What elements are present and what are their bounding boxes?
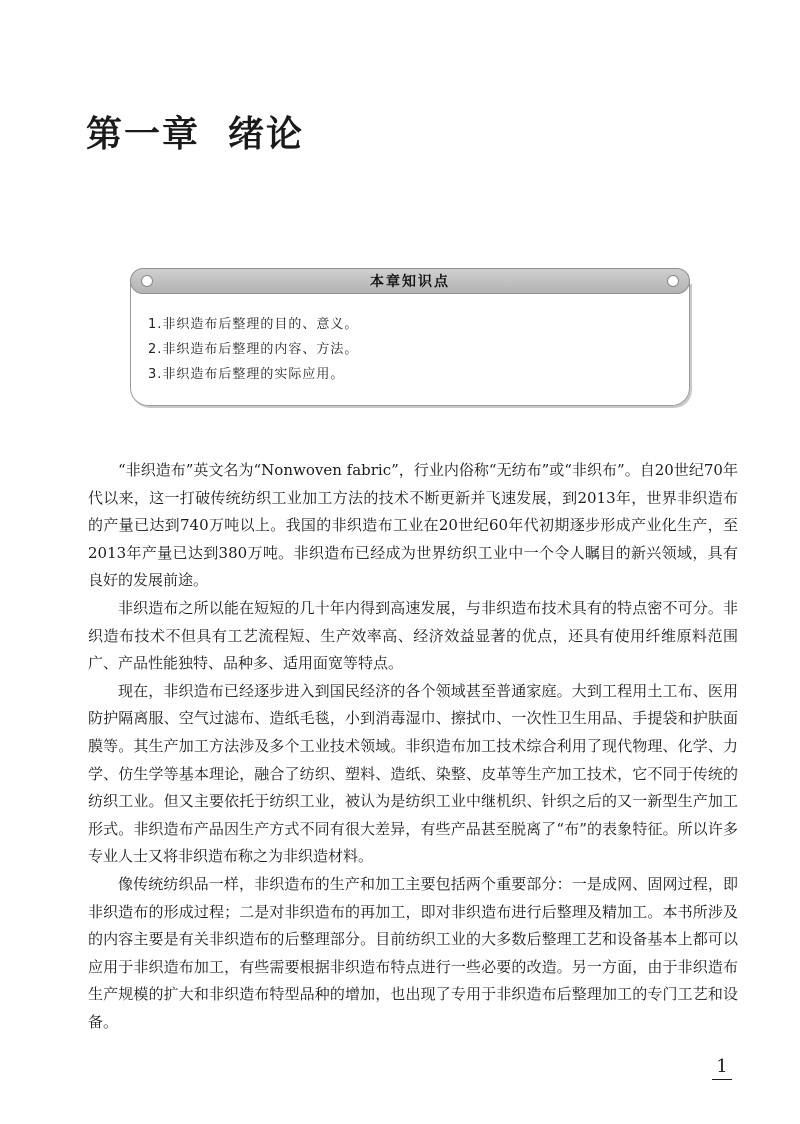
chapter-name: 绪论 [228,113,305,155]
paragraph-1: “非织造布”英文名为“Nonwoven fabric”，行业内俗称“无纺布”或“非织布”。自20世纪70年代以来，这一打破传统纺织工业加工方法的技术不断更新并飞速发展，到2013年，世界非织造布的产量已达到740万吨以上。我国的非织造布工业在20世纪60年代初期逐步形成产业化生产，至2013年产量已达到380万吨。非织造布已经成为世界纺织工业中一个令人瞩目的新兴领域，具有良好的发展前途。 [88,461,738,590]
page-number: 1 [712,1056,732,1080]
knowledge-point-1: 1.非织造布后整理的目的、意义。 [148,317,359,332]
chapter-title [86,106,304,157]
knowledge-point-3: 3.非织造布后整理的实际应用。 [148,367,345,382]
paragraph-4: 像传统纺织品一样，非织造布的生产和加工主要包括两个重要部分：一是成网、固网过程，即非织造布的形成过程；二是对非织造布的再加工，即对非织造布进行后整理及精加工。本书所涉及的内容主要是有关非织造布的后整理部分。目前纺织工业的大多数后整理工艺和设备基本上都可以应用于非织造布加工，有些需要根据非织造布特点进行一些必要的改造。另一方面，由于非织造布生产规模的扩大和非织造布特型品种的增加，也出现了专用于非织造布后整理加工的专门工艺和设备。 [88,874,738,1031]
knowledge-box [130,268,690,406]
paragraph-3: 现在，非织造布已经逐步进入到国民经济的各个领域甚至普通家庭。大到工程用土工布、医用防护隔离服、空气过滤布、造纸毛毯，小到消毒湿巾、擦拭巾、一次性卫生用品、手提袋和护肤面膜等。其生产加工方法涉及多个工业技术领域。非织造布加工技术综合利用了现代物理、化学、力学、仿生学等基本理论，融合了纺织、塑料、造纸、染整、皮革等生产加工技术，它不同于传统的纺织工业。但又主要依托于纺织工业，被认为是纺织工业中继机织、针织之后的又一新型生产加工形式。非织造布产品因生产方式不同有很大差异，有些产品甚至脱离了“布”的表象特征。所以许多专业人士又将非织造布称之为非织造材料。 [88,681,738,866]
knowledge-box-title: 本章知识点 [370,274,450,290]
header-left-dot-icon [141,275,153,287]
header-right-dot-icon [667,275,679,287]
knowledge-box-header [130,268,690,294]
knowledge-point-2: 2.非织造布后整理的内容、方法。 [148,342,359,357]
chapter-body [88,457,738,1036]
chapter-number: 第一章 [86,113,201,155]
paragraph-2: 非织造布之所以能在短短的几十年内得到高速发展，与非织造布技术具有的特点密不可分。非织造布技术不但具有工艺流程短、生产效率高、经济效益显著的优点，还具有使用纤维原料范围广、产品性能独特、品种多、适用面宽等特点。 [88,598,738,673]
knowledge-point-list [148,312,358,387]
